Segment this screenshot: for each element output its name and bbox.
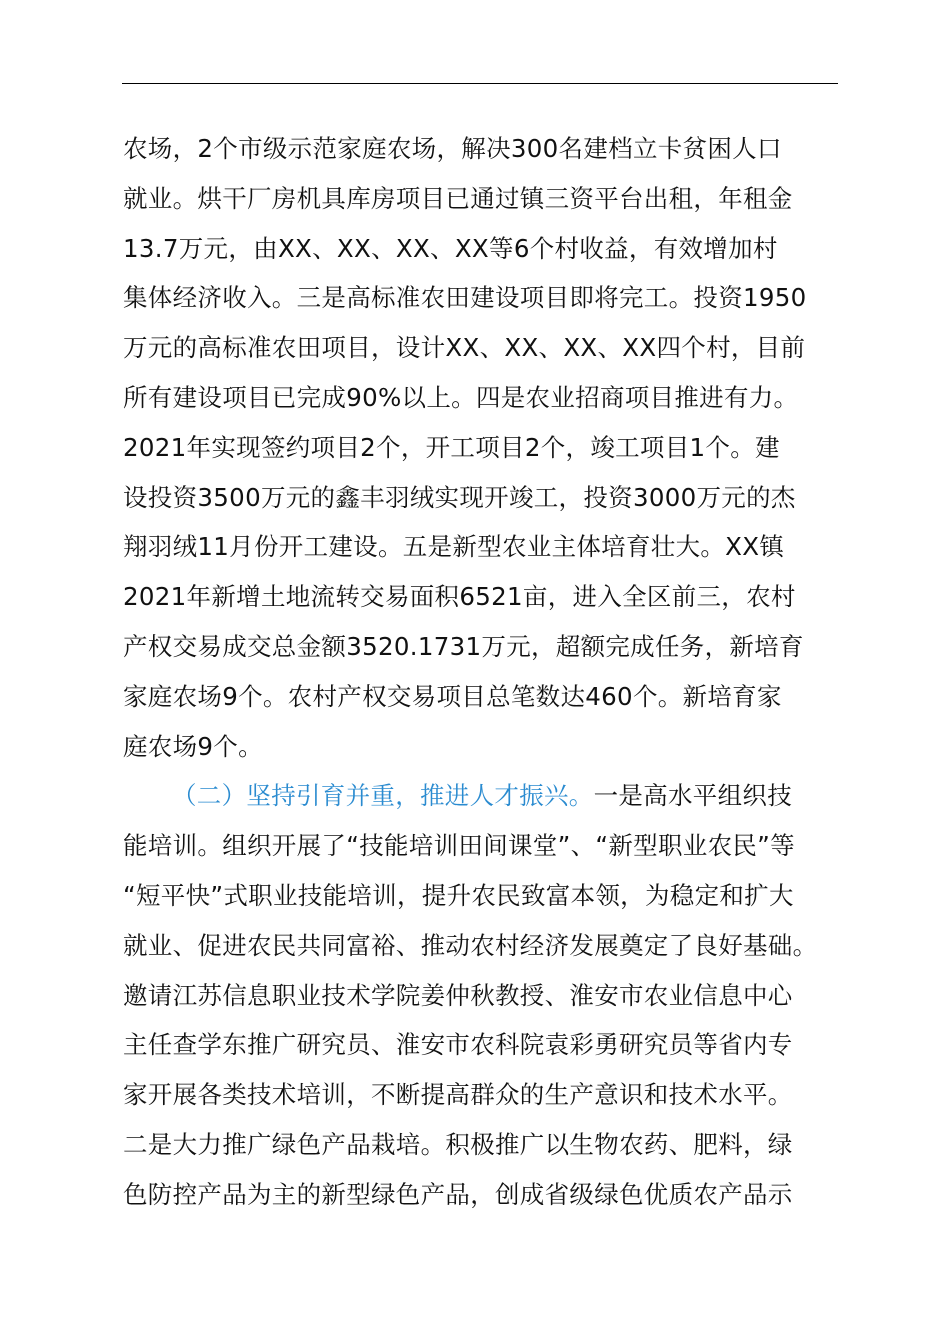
- text-line: 设投资3500万元的鑫丰羽绒实现开竣工，投资3000万元的杰: [123, 482, 796, 512]
- section-heading: （二）坚持引育并重，推进人才振兴。: [172, 781, 594, 811]
- section-first-line-text: 一是高水平组织技: [593, 781, 793, 811]
- text-line: “短平快”式职业技能培训，提升农民致富本领，为稳定和扩大: [123, 880, 794, 910]
- section-first-line: [123, 771, 839, 821]
- text-line: 家开展各类技术培训，不断提高群众的生产意识和技术水平。: [123, 1080, 793, 1110]
- text-line: 就业。烘干厂房机具库房项目已通过镇三资平台出租，年租金: [123, 183, 793, 213]
- header-rule: [122, 83, 838, 84]
- text-line: 邀请江苏信息职业技术学院姜仲秋教授、淮安市农业信息中心: [123, 980, 793, 1010]
- text-line: 二是大力推广绿色产品栽培。积极推广以生物农药、肥料，绿: [123, 1129, 793, 1159]
- text-line: 13.7万元，由XX、XX、XX、XX等6个村收益，有效增加村: [123, 233, 778, 263]
- text-line: 主任查学东推广研究员、淮安市农科院袁彩勇研究员等省内专: [123, 1030, 793, 1060]
- text-line: 2021年实现签约项目2个，开工项目2个，竣工项目1个。建: [123, 432, 780, 462]
- text-line: 万元的高标准农田项目，设计XX、XX、XX、XX四个村，目前: [123, 333, 806, 363]
- text-line: 色防控产品为主的新型绿色产品，创成省级绿色优质农产品示: [123, 1179, 793, 1209]
- text-line: 2021年新增土地流转交易面积6521亩，进入全区前三，农村: [123, 582, 796, 612]
- document-body: [123, 124, 839, 1220]
- text-line: 庭农场9个。: [123, 731, 263, 761]
- text-line: 就业、促进农民共同富裕、推动农村经济发展奠定了良好基础。: [123, 930, 818, 960]
- text-line: 产权交易成交总金额3520.1731万元，超额完成任务，新培育: [123, 631, 804, 661]
- text-line: 家庭农场9个。农村产权交易项目总笔数达460个。新培育家: [123, 681, 782, 711]
- text-line: 农场，2个市级示范家庭农场，解决300名建档立卡贫困人口: [123, 134, 782, 163]
- text-line: 集体经济收入。三是高标准农田建设项目即将完工。投资1950: [123, 283, 807, 313]
- text-line: 翔羽绒11月份开工建设。五是新型农业主体培育壮大。XX镇: [123, 532, 785, 562]
- text-line: 所有建设项目已完成90%以上。四是农业招商项目推进有力。: [123, 382, 799, 412]
- text-line: 能培训。组织开展了“技能培训田间课堂”、“新型职业农民”等: [123, 831, 795, 861]
